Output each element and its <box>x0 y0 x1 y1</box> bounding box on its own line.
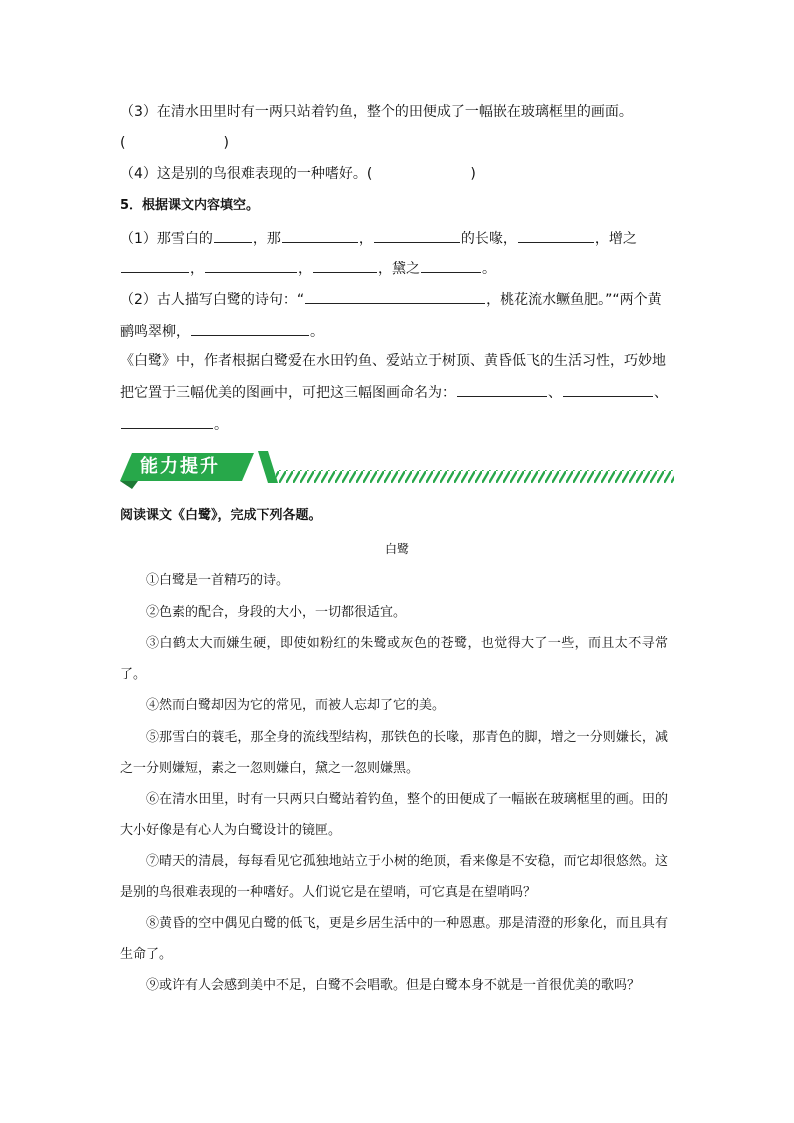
passage-paragraph: ⑨或许有人会感到美中不足，白鹭不会唱歌。但是白鹭本身不就是一首很优美的歌吗？ <box>146 978 641 993</box>
banner-title: 能力提升 <box>140 456 220 477</box>
passage-paragraph: ④然而白鹭却因为它的常见，而被人忘却了它的美。 <box>146 698 446 713</box>
fill-blank[interactable] <box>518 228 594 243</box>
passage-title: 白鹭 <box>384 542 409 556</box>
fill-blank[interactable] <box>191 321 309 336</box>
passage-paragraph: ③白鹤太大而嫌生硬，即使如粉红的朱鹭或灰色的苍鹭，也觉得大了一些，而且太不寻常了。 <box>120 636 668 682</box>
paren-close: ) <box>223 135 229 151</box>
passage-paragraph: ⑤那雪白的蓑毛，那全身的流线型结构，那铁色的长喙，那青色的脚，增之一分则嫌长，减之一分则嫌短，素之一忽则嫌白，黛之一忽则嫌黑。 <box>120 730 668 776</box>
fill-blank[interactable] <box>214 228 252 243</box>
banner-fold-icon <box>120 481 138 489</box>
fill-blank[interactable] <box>121 258 189 273</box>
question-5-heading: 5．根据课文内容填空。 <box>120 198 260 213</box>
paren-open: ( <box>120 135 126 151</box>
paren-open: ( <box>366 166 373 182</box>
passage-paragraph: ⑥在清水田里，时有一只两只白鹭站着钓鱼，整个的田便成了一幅嵌在玻璃框里的画。田的大小好像是有心人为白鹭设计的镜匣。 <box>120 792 668 838</box>
banner-hatch-bar <box>276 470 674 483</box>
passage-paragraph: ⑦晴天的清晨，每每看见它孤独地站立于小树的绝顶，看来像是不安稳，而它却很悠然。这是别的鸟很难表现的一种嗜好。人们说它是在望哨，可它真是在望哨吗？ <box>120 854 668 900</box>
paren-close: ) <box>470 166 476 182</box>
question-3-text: （3）在清水田里时有一两只站着钓鱼，整个的田便成了一幅嵌在玻璃框里的画面。 <box>120 104 633 120</box>
q5-1-line-2: ， ， ，黛之 。 <box>120 258 496 279</box>
fill-blank[interactable] <box>305 289 485 304</box>
q5-3-line-2: 把它置于三幅优美的图画中，可把这三幅图画命名为： 、 、 <box>120 382 668 403</box>
fill-blank[interactable] <box>421 258 481 273</box>
passage-paragraph: ①白鹭是一首精巧的诗。 <box>146 573 290 588</box>
fill-blank[interactable] <box>374 228 460 243</box>
fill-blank[interactable] <box>563 382 653 397</box>
q5-2-line-1: （2）古人描写白鹭的诗句：“ ，桃花流水鳜鱼肥。”“两个黄 <box>120 289 662 310</box>
banner-stripe-icon <box>258 451 278 483</box>
fill-blank[interactable] <box>205 258 297 273</box>
fill-blank[interactable] <box>282 228 358 243</box>
q5-3-line-1: 《白鹭》中，作者根据白鹭爱在水田钓鱼、爱站立于树顶、黄昏低飞的生活习性，巧妙地 <box>120 353 666 369</box>
passage-paragraph: ⑧黄昏的空中偶见白鹭的低飞，更是乡居生活中的一种恩惠。那是清澄的形象化，而且具有生命了。 <box>120 916 668 962</box>
q5-3-line-3: 。 <box>120 414 228 435</box>
q5-2-line-2: 鹂鸣翠柳， 。 <box>120 321 324 342</box>
question-4-row <box>120 164 476 184</box>
passage-paragraph: ②色素的配合，身段的大小，一切都很适宜。 <box>146 605 407 620</box>
question-3-answer-row <box>120 133 229 153</box>
reading-instruction: 阅读课文《白鹭》，完成下列各题。 <box>120 508 322 523</box>
fill-blank[interactable] <box>313 258 377 273</box>
fill-blank[interactable] <box>457 382 547 397</box>
section-banner <box>118 447 674 493</box>
question-4-text: （4）这是别的鸟很难表现的一种嗜好。 <box>120 166 367 182</box>
q5-1-line-1: （1）那雪白的 ，那 ， 的长喙， ，增之 <box>120 228 637 249</box>
fill-blank[interactable] <box>121 414 213 429</box>
